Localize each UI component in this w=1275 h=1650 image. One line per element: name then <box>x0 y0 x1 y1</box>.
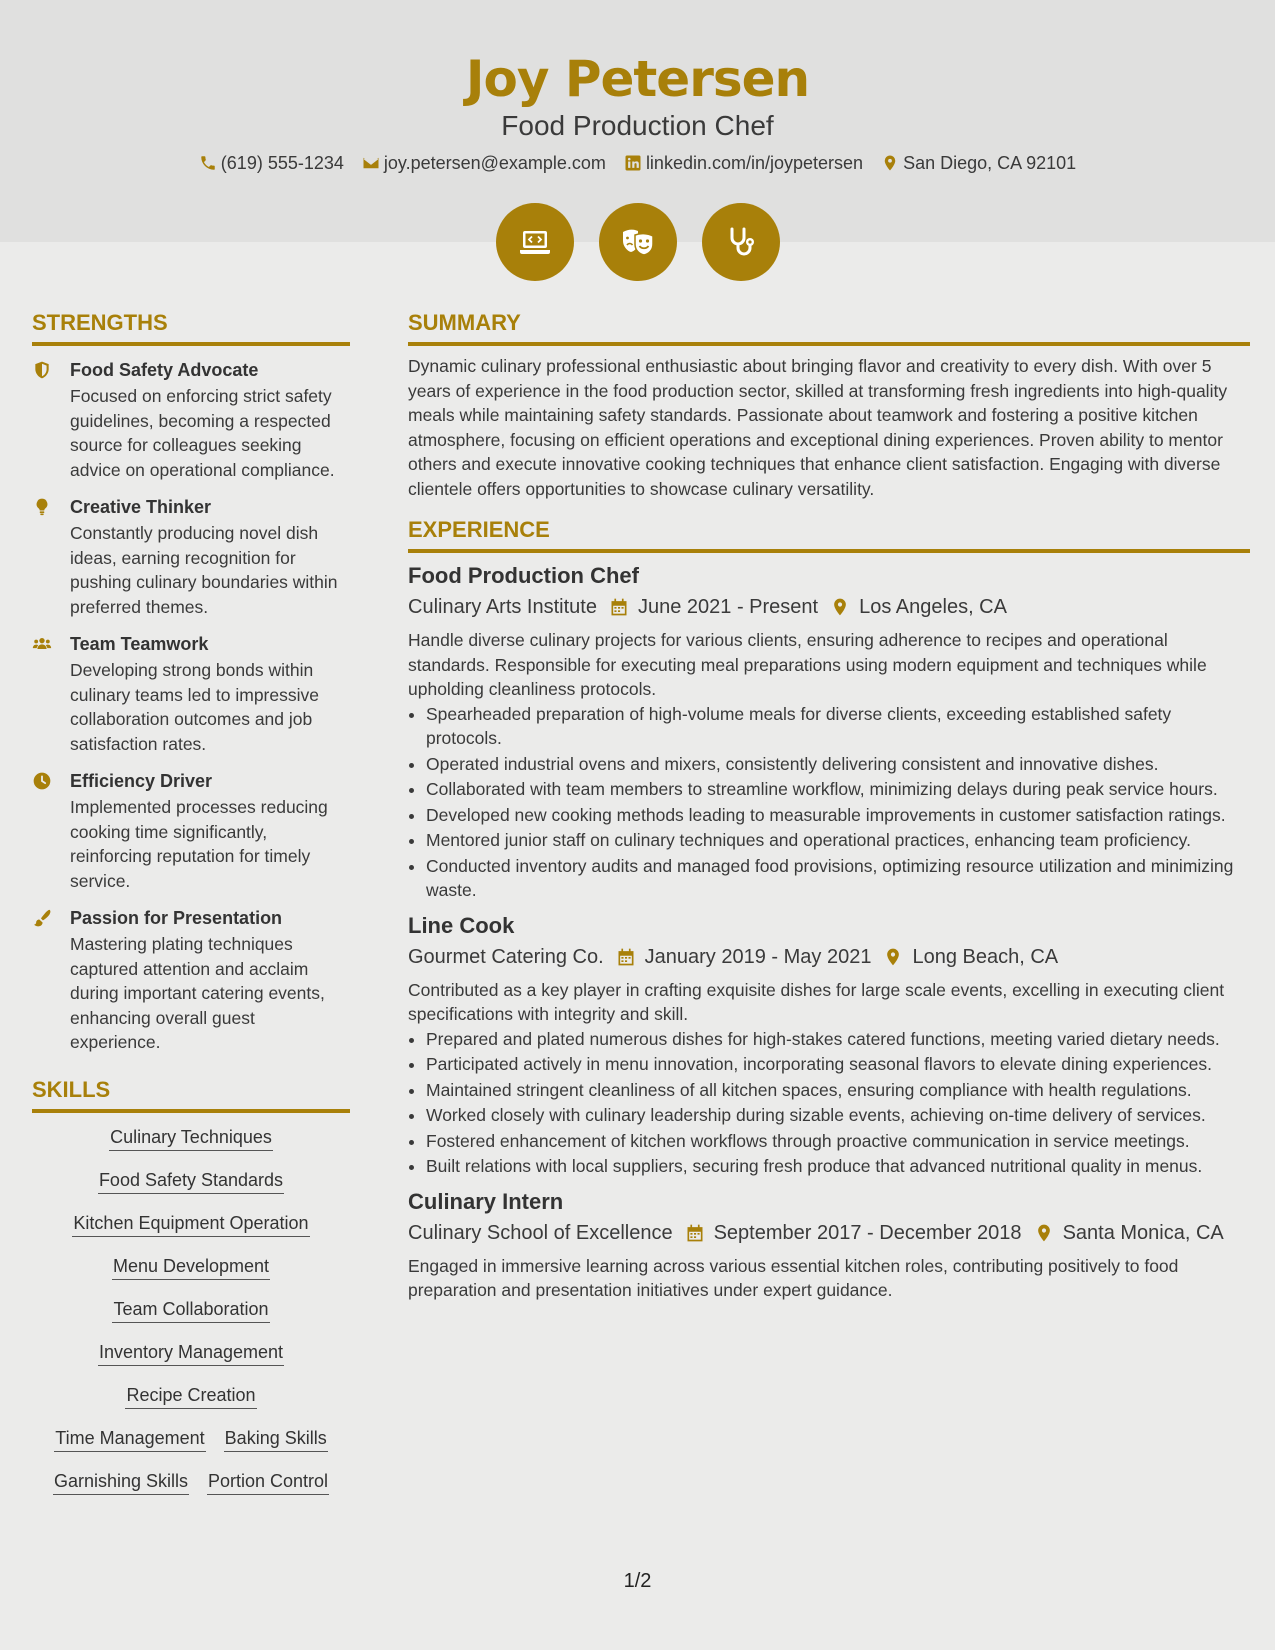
skill-tag: Culinary Techniques <box>109 1125 273 1151</box>
job-title: Food Production Chef <box>501 110 774 141</box>
paintbrush-icon <box>32 908 52 928</box>
stethoscope-icon <box>721 222 761 262</box>
skill-tag: Baking Skills <box>224 1426 328 1452</box>
strength-item <box>32 769 350 893</box>
strengths-heading: STRENGTHS <box>32 308 350 346</box>
skills-heading: SKILLS <box>32 1075 350 1113</box>
bullet-item: • Conducted inventory audits and managed food provisions, optimizing resource utilization and minimizing waste. <box>426 854 1250 903</box>
summary-heading: SUMMARY <box>408 308 1250 346</box>
location-pin-icon <box>1034 1223 1054 1243</box>
job-meta <box>408 942 1250 972</box>
skill-tag: Time Management <box>54 1426 205 1452</box>
skill-tag: Garnishing Skills <box>53 1469 189 1495</box>
interest-icons <box>0 203 1275 281</box>
strength-text: Constantly producing novel dish ideas, earning recognition for pushing culinary boundaries within preferred themes. <box>70 523 338 617</box>
bullet-item: • Operated industrial ovens and mixers, consistently delivering consistent and innovative dishes. <box>426 752 1250 777</box>
laptop-code-badge <box>496 203 574 281</box>
phone-text: (619) 555-1234 <box>220 153 344 173</box>
strength-title: Creative Thinker <box>70 497 212 517</box>
job-company: Culinary Arts Institute <box>408 596 597 618</box>
calendar-icon <box>609 597 629 617</box>
skill-tag: Menu Development <box>112 1254 270 1280</box>
bullet-item: • Fostered enhancement of kitchen workflows through proactive communication in service meetings. <box>426 1129 1250 1154</box>
job-bullets <box>408 702 1250 903</box>
candidate-name: Joy Petersen <box>465 50 810 108</box>
linkedin-text: linkedin.com/in/joypetersen <box>645 153 864 173</box>
location-text: San Diego, CA 92101 <box>903 153 1077 173</box>
strength-item <box>32 632 350 756</box>
job-meta <box>408 592 1250 622</box>
skill-tag: Kitchen Equipment Operation <box>72 1211 309 1237</box>
calendar-icon <box>616 947 636 967</box>
laptop-code-icon <box>515 222 555 262</box>
email-text: joy.petersen@example.com <box>383 153 606 173</box>
strength-title: Efficiency Driver <box>70 771 213 791</box>
job-entry <box>408 561 1250 903</box>
job-location: Los Angeles, CA <box>859 596 1007 618</box>
bullet-item: • Maintained stringent cleanliness of all kitchen spaces, ensuring compliance with health regulations. <box>426 1078 1250 1103</box>
strength-item <box>32 906 350 1055</box>
linkedin-icon <box>624 154 642 172</box>
job-meta <box>408 1218 1250 1248</box>
contact-email[interactable] <box>362 150 606 176</box>
job-dates: June 2021 - Present <box>637 596 819 618</box>
strength-title: Passion for Presentation <box>70 908 283 928</box>
contact-phone[interactable] <box>199 150 344 176</box>
right-column <box>408 308 1250 1303</box>
masks-badge <box>599 203 677 281</box>
calendar-icon <box>685 1223 705 1243</box>
contact-bar <box>0 150 1275 176</box>
job-role: Food Production Chef <box>408 563 639 588</box>
theater-masks-icon <box>618 222 658 262</box>
users-icon <box>32 634 52 654</box>
clock-icon <box>32 771 52 791</box>
bullet-item: • Participated actively in menu innovation, incorporating seasonal flavors to elevate dining experiences. <box>426 1052 1250 1077</box>
envelope-icon <box>362 154 380 172</box>
job-description: Handle diverse culinary projects for various clients, ensuring adherence to recipes and operational standards. Responsible for executing meal preparations using modern equipment and techniques while upholding cleanliness protocols. <box>408 630 1207 699</box>
job-location: Long Beach, CA <box>912 945 1059 968</box>
job-description: Engaged in immersive learning across various essential kitchen roles, contributing positively to food preparation and presentation initiatives under expert guidance. <box>408 1255 1179 1300</box>
job-company: Gourmet Catering Co. <box>408 945 604 968</box>
page-number: 1/2 <box>623 1570 652 1592</box>
skill-tag: Portion Control <box>207 1469 329 1495</box>
shield-icon <box>32 360 52 380</box>
bullet-item: • Developed new cooking methods leading to measurable improvements in customer satisfaction ratings. <box>426 803 1250 828</box>
job-role: Culinary Intern <box>408 1188 564 1214</box>
bullet-item: • Collaborated with team members to streamline workflow, minimizing delays during peak service hours. <box>426 777 1250 802</box>
job-entry <box>408 1187 1250 1303</box>
strength-item <box>32 358 350 482</box>
location-pin-icon <box>830 597 850 617</box>
strength-text: Implemented processes reducing cooking time significantly, reinforcing reputation for timely service. <box>70 797 328 891</box>
strength-text: Focused on enforcing strict safety guidelines, becoming a respected source for colleagues seeking advice on operational compliance. <box>70 386 335 480</box>
job-location: Santa Monica, CA <box>1062 1221 1224 1244</box>
strength-item <box>32 495 350 619</box>
job-entry <box>408 911 1250 1179</box>
job-description: Contributed as a key player in crafting exquisite dishes for large scale events, excelling in executing client specifications with integrity and skill. <box>408 979 1225 1024</box>
job-dates: January 2019 - May 2021 <box>644 945 872 968</box>
contact-linkedin[interactable] <box>624 150 863 176</box>
lightbulb-icon <box>32 497 52 517</box>
contact-location <box>881 150 1076 176</box>
summary-text: Dynamic culinary professional enthusiastic about bringing flavor and creativity to every dish. With over 5 years of experience in the food production sector, skilled at transforming fresh ingredients into high-quality meals while maintaining safety standards. Passionate about teamwork and fostering a positive kitchen atmosphere, focusing on efficient operations and exceptional dining experiences. Proven ability to mentor others and execute innovative cooking techniques that enhance client satisfaction. Engaging with diverse clientele offers opportunities to showcase culinary versatility. <box>408 356 1228 499</box>
bullet-item: • Spearheaded preparation of high-volume meals for diverse clients, exceeding established safety protocols. <box>426 702 1250 751</box>
left-column <box>32 308 350 1512</box>
skill-tag: Team Collaboration <box>112 1297 269 1323</box>
bullet-item: • Prepared and plated numerous dishes for high-stakes catered functions, meeting varied dietary needs. <box>426 1027 1250 1052</box>
stethoscope-badge <box>702 203 780 281</box>
strengths-list <box>32 358 350 1055</box>
job-bullets <box>408 1027 1250 1179</box>
bullet-item: • Worked closely with culinary leadership during sizable events, achieving on-time delivery of services. <box>426 1103 1250 1128</box>
phone-icon <box>199 154 217 172</box>
location-pin-icon <box>881 154 899 172</box>
strength-text: Mastering plating techniques captured attention and acclaim during important catering events, enhancing overall guest experience. <box>70 934 325 1052</box>
strength-title: Team Teamwork <box>70 634 209 654</box>
bullet-item: • Built relations with local suppliers, securing fresh produce that advanced nutritional quality in menus. <box>426 1154 1250 1179</box>
job-dates: September 2017 - December 2018 <box>713 1221 1022 1244</box>
location-pin-icon <box>883 947 903 967</box>
strength-text: Developing strong bonds within culinary teams led to impressive collaboration outcomes and job satisfaction rates. <box>70 660 319 754</box>
strength-title: Food Safety Advocate <box>70 360 259 380</box>
job-company: Culinary School of Excellence <box>408 1221 673 1244</box>
bullet-item: • Mentored junior staff on culinary techniques and operational practices, enhancing team proficiency. <box>426 828 1250 853</box>
skill-tag: Inventory Management <box>98 1340 284 1366</box>
job-role: Line Cook <box>408 912 515 938</box>
skill-tag: Recipe Creation <box>125 1383 256 1409</box>
skills-list <box>32 1125 350 1512</box>
skill-tag: Food Safety Standards <box>98 1168 284 1194</box>
experience-heading: EXPERIENCE <box>408 515 1250 553</box>
